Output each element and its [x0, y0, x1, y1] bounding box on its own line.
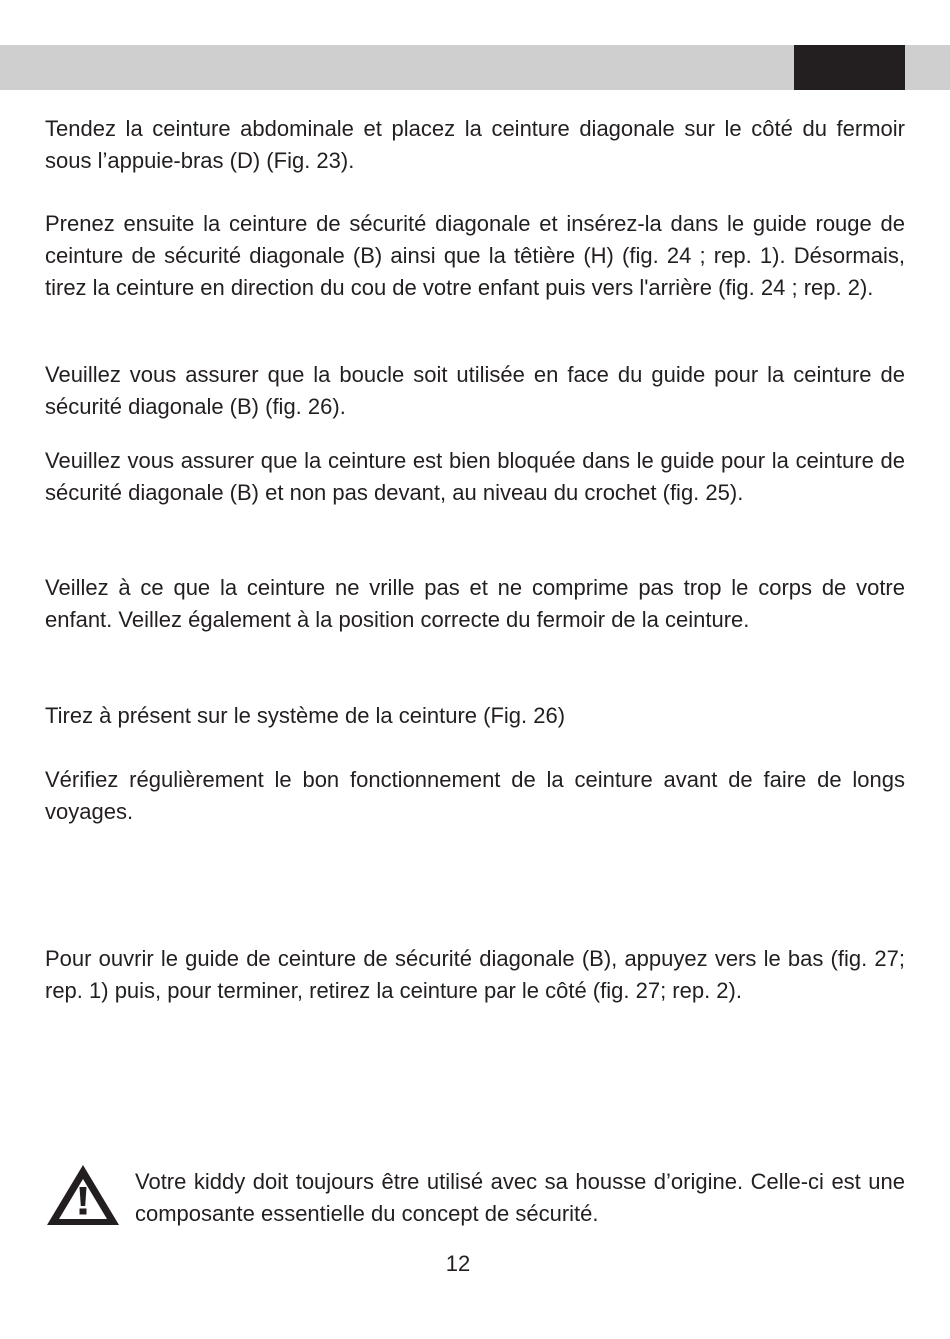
paragraph-5: Veillez à ce que la ceinture ne vrille pas et ne comprime pas trop le corps de votre enfant. Veillez également à la position correcte du fermoir de la ceinture. [45, 575, 905, 632]
paragraph-3: Veuillez vous assurer que la boucle soit utilisée en face du guide pour la ceinture de sécurité diagonale (B) (fig. 26). [45, 362, 905, 419]
paragraph-8: Pour ouvrir le guide de ceinture de sécurité diagonale (B), appuyez vers le bas (fig. 27; rep. 1) puis, pour terminer, retirez la ceinture par le côté (fig. 27; rep. 2). [45, 946, 905, 1003]
paragraph-4: Veuillez vous assurer que la ceinture est bien bloquée dans le guide pour la ceinture de sécurité diagonale (B) et non pas devant, au niveau du crochet (fig. 25). [45, 448, 905, 505]
paragraph-7: Vérifiez régulièrement le bon fonctionnement de la ceinture avant de faire de longs voyages. [45, 767, 905, 824]
paragraph-2: Prenez ensuite la ceinture de sécurité diagonale et insérez-la dans le guide rouge de ceinture de sécurité diagonale (B) ainsi que la têtière (H) (fig. 24 ; rep. 1). Désormais, tirez la ceinture en direction du cou de votre enfant puis vers l'arrière (fig. 24 ; rep. 2). [45, 211, 905, 300]
warning-text: Votre kiddy doit toujours être utilisé avec sa housse d’origine. Celle-ci est une composante essentielle du concept de sécurité. [135, 1169, 905, 1226]
warning-triangle-icon [45, 1163, 121, 1227]
paragraph-6: Tirez à présent sur le système de la ceinture (Fig. 26) [45, 703, 566, 728]
header-black-block [794, 45, 905, 90]
page-number: 12 [445, 1251, 471, 1276]
paragraph-1: Tendez la ceinture abdominale et placez la ceinture diagonale sur le côté du fermoir sous l’appuie-bras (D) (Fig. 23). [45, 116, 905, 173]
